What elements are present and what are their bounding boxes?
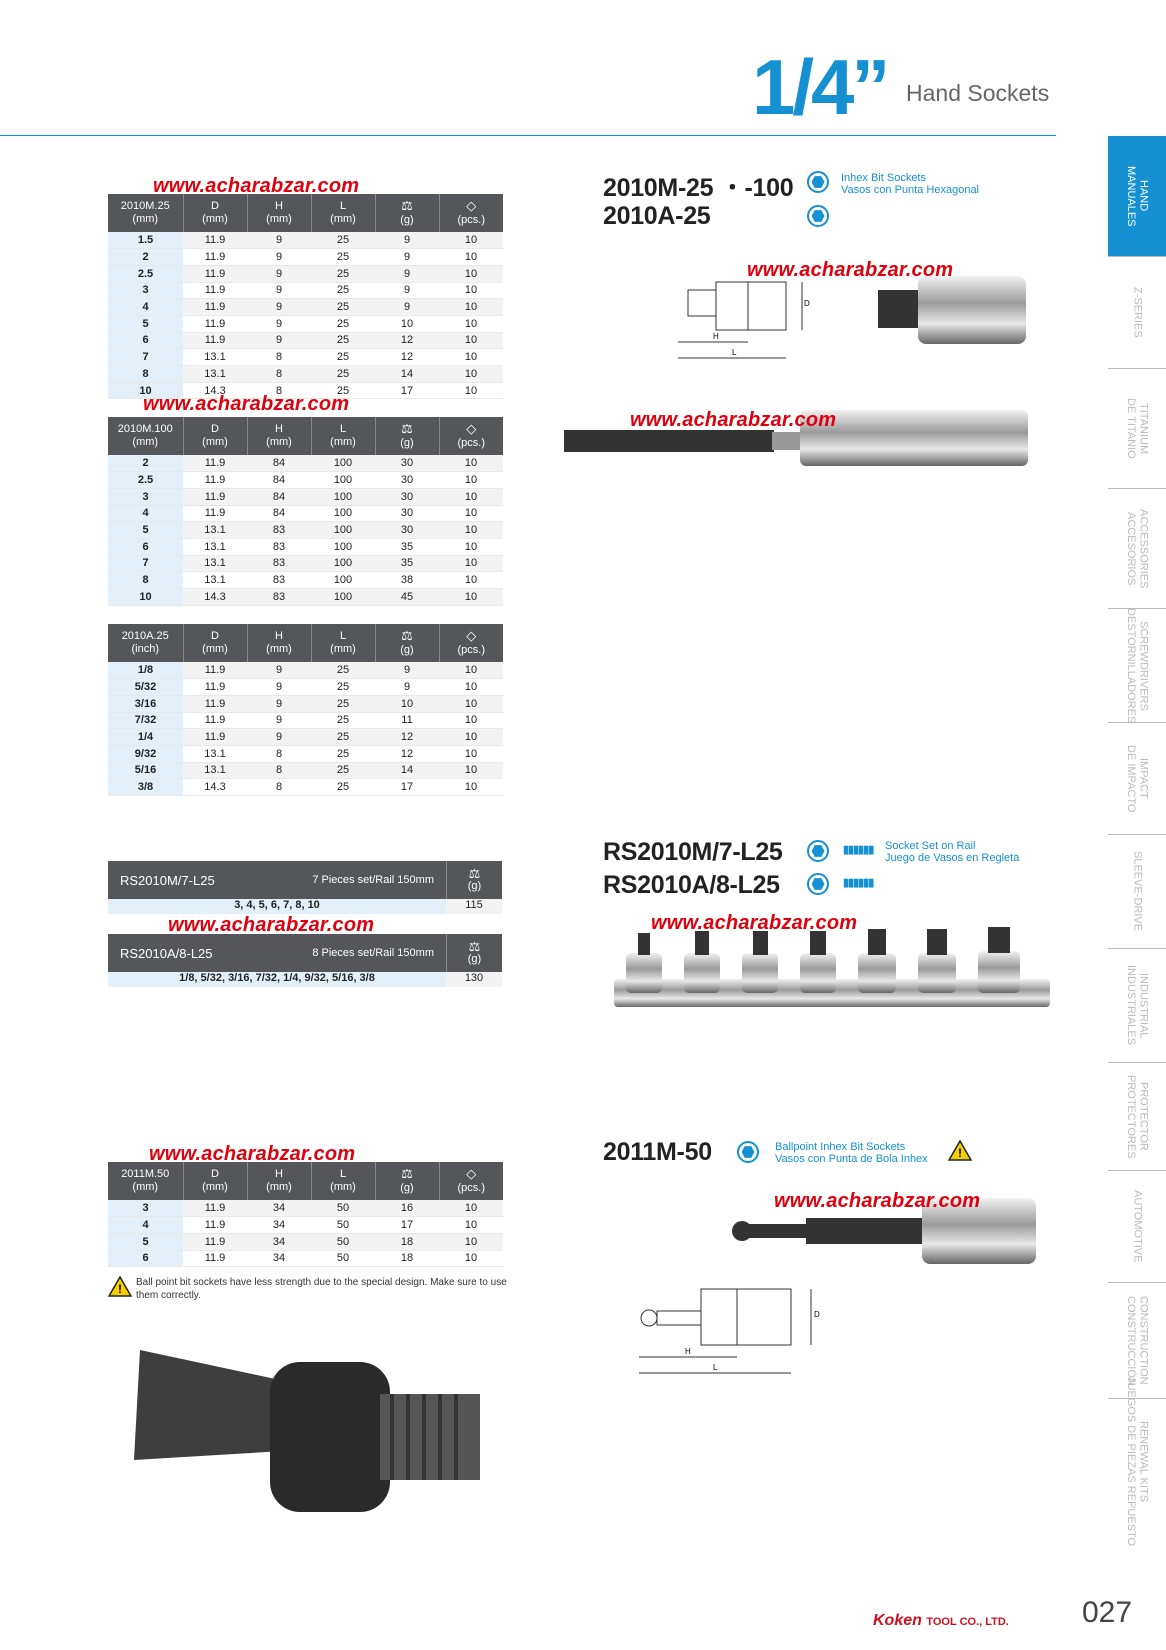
column-header: D (mm) [183, 194, 247, 232]
table-row: 5 13.1 83 100 30 10 [108, 522, 503, 539]
hex-icon [807, 171, 829, 193]
table-row: 2.5 11.9 84 100 30 10 [108, 472, 503, 489]
hex-icon [807, 840, 829, 862]
weight-header: ⚖ (g) [446, 861, 502, 899]
side-tab[interactable]: ACCESSORIES ACCESORIOS [1108, 488, 1166, 608]
brand-logo: Koken TOOL CO., LTD. [873, 1612, 1009, 1629]
column-header: 2011M.50 (mm) [108, 1162, 183, 1200]
spec-table-2011m50 [108, 1162, 503, 1267]
set-pieces: 7 Pieces set/Rail 150mm [312, 874, 434, 886]
set-sizes: 1/8, 5/32, 3/16, 7/32, 1/4, 9/32, 5/16, 3/8 [108, 972, 446, 987]
scale-icon: ⚖ [401, 421, 413, 436]
table-row: 4 11.9 84 100 30 10 [108, 505, 503, 522]
rail-icon: ▮▮▮▮▮▮ [843, 844, 874, 856]
header-rule [0, 135, 1056, 136]
table-row: 2 11.9 84 100 30 10 [108, 455, 503, 472]
hex-icon [807, 205, 829, 227]
column-header: ◇ (pcs.) [439, 1162, 503, 1200]
product-desc: Ballpoint Inhex Bit Sockets Vasos con Punta de Bola Inhex [775, 1141, 928, 1165]
socket-photo [876, 272, 1031, 352]
package-icon: ◇ [466, 1166, 477, 1181]
dim-label-d: D [804, 299, 810, 308]
scale-icon: ⚖ [468, 939, 481, 954]
warning-note: ! Ball point bit sockets have less strength due to the special design. Make sure to use them correctly. [108, 1276, 508, 1302]
ballpoint-in-screw-photo [130, 1340, 490, 1530]
table-row: 2.5 11.9 9 25 9 10 [108, 265, 503, 282]
product-title-rs2010a: RS2010A/8-L25 [603, 871, 780, 899]
watermark: www.acharabzar.com [630, 409, 837, 431]
table-row: 3/8 14.3 8 25 17 10 [108, 779, 503, 796]
table-row: 3 11.9 34 50 16 10 [108, 1200, 503, 1217]
table-row: 9/32 13.1 8 25 12 10 [108, 745, 503, 762]
product-title-2011m: 2011M-50 [603, 1138, 712, 1166]
column-header: 2010M.100 (mm) [108, 417, 183, 455]
table-row: 8 13.1 8 25 14 10 [108, 366, 503, 383]
spec-table-2010a25 [108, 624, 503, 796]
table-row: 10 14.3 8 25 17 10 [108, 382, 503, 399]
table-row: 7 13.1 83 100 35 10 [108, 555, 503, 572]
page-subtitle: Hand Sockets [906, 80, 1050, 106]
warning-icon [108, 1276, 132, 1297]
hex-icon [737, 1141, 759, 1163]
product-title-rs2010m: RS2010M/7-L25 [603, 838, 783, 866]
product-title-2010a: 2010A-25 [603, 202, 711, 230]
table-row: 1.5 11.9 9 25 9 10 [108, 232, 503, 249]
table-row: 6 11.9 9 25 12 10 [108, 332, 503, 349]
set-weight: 130 [446, 972, 502, 987]
table-row: 5/16 13.1 8 25 14 10 [108, 762, 503, 779]
scale-icon: ⚖ [401, 1166, 413, 1181]
side-tab[interactable]: SCREWDRIVERS DESTORNILLADORES [1108, 608, 1166, 722]
column-header: L (mm) [311, 417, 375, 455]
column-header: ⚖ (g) [375, 194, 439, 232]
column-header: L (mm) [311, 194, 375, 232]
table-row: 3 11.9 84 100 30 10 [108, 488, 503, 505]
set-table-rs2010m [108, 861, 502, 914]
table-row: 10 14.3 83 100 45 10 [108, 589, 503, 606]
column-header: D (mm) [183, 1162, 247, 1200]
column-header: 2010A.25 (inch) [108, 624, 183, 662]
svg-text:!: ! [118, 1282, 122, 1296]
page-number: 027 [1082, 1596, 1133, 1629]
column-header: ◇ (pcs.) [439, 624, 503, 662]
side-tab[interactable]: INDUSTRIAL INDUSTRIALES [1108, 948, 1166, 1062]
table-row: 1/8 11.9 9 25 9 10 [108, 662, 503, 679]
scale-icon: ⚖ [401, 198, 413, 213]
table-row: 1/4 11.9 9 25 12 10 [108, 729, 503, 746]
table-row: 4 11.9 34 50 17 10 [108, 1217, 503, 1234]
watermark: www.acharabzar.com [153, 175, 360, 197]
set-pieces: 8 Pieces set/Rail 150mm [312, 947, 434, 959]
dimension-drawing [668, 280, 818, 370]
spec-table-2010m100 [108, 417, 503, 606]
product-desc: Socket Set on Rail Juego de Vasos en Regleta [885, 840, 1020, 864]
table-row: 5 11.9 9 25 10 10 [108, 315, 503, 332]
side-tab[interactable]: SLEEVE-DRIVE [1108, 834, 1166, 948]
column-header: H (mm) [247, 1162, 311, 1200]
side-tab[interactable]: Z-SERIES [1108, 256, 1166, 368]
side-tab[interactable]: PROTECTOR PROTECTORES [1108, 1062, 1166, 1170]
column-header: L (mm) [311, 1162, 375, 1200]
package-icon: ◇ [466, 198, 477, 213]
dimension-drawing [625, 1285, 825, 1380]
table-row: 5 11.9 34 50 18 10 [108, 1233, 503, 1250]
set-weight: 115 [446, 899, 502, 914]
set-sizes: 3, 4, 5, 6, 7, 8, 10 [108, 899, 446, 914]
table-row: 4 11.9 9 25 9 10 [108, 299, 503, 316]
dim-label-h: H [713, 332, 719, 341]
rail-icon: ▮▮▮▮▮▮ [843, 877, 874, 889]
side-tab[interactable]: IMPACT DE IMPACTO [1108, 722, 1166, 834]
set-name: RS2010M/7-L25 [120, 872, 215, 888]
spec-table-2010m25 [108, 194, 503, 399]
table-row: 2 11.9 9 25 9 10 [108, 249, 503, 266]
set-name: RS2010A/8-L25 [120, 945, 213, 961]
dim-label-l: L [732, 348, 737, 357]
dim-label-l: L [713, 1363, 718, 1372]
dim-label-d: D [814, 1310, 820, 1319]
column-header: H (mm) [247, 417, 311, 455]
column-header: ◇ (pcs.) [439, 417, 503, 455]
watermark: www.acharabzar.com [651, 912, 858, 934]
warning-icon [948, 1140, 972, 1161]
table-row: 6 11.9 34 50 18 10 [108, 1250, 503, 1267]
table-row: 3 11.9 9 25 9 10 [108, 282, 503, 299]
dim-label-h: H [685, 1347, 691, 1356]
watermark: www.acharabzar.com [747, 259, 954, 281]
table-row: 8 13.1 83 100 38 10 [108, 572, 503, 589]
package-icon: ◇ [466, 421, 477, 436]
column-header: H (mm) [247, 624, 311, 662]
side-tab[interactable]: TITANIUM DE TITANIO [1108, 368, 1166, 488]
scale-icon: ⚖ [401, 628, 413, 643]
svg-text:!: ! [958, 1146, 962, 1160]
table-row: 5/32 11.9 9 25 9 10 [108, 679, 503, 696]
column-header: H (mm) [247, 194, 311, 232]
set-table-rs2010a [108, 934, 502, 987]
column-header: ⚖ (g) [375, 1162, 439, 1200]
table-row: 7 13.1 8 25 12 10 [108, 349, 503, 366]
watermark: www.acharabzar.com [168, 914, 375, 936]
page-title: 1/4” [752, 43, 888, 131]
side-tab[interactable]: CONSTRUCTION CONSTRUCCIÓN [1108, 1282, 1166, 1398]
table-row: 6 13.1 83 100 35 10 [108, 538, 503, 555]
table-row: 7/32 11.9 9 25 11 10 [108, 712, 503, 729]
weight-header: ⚖ (g) [446, 934, 502, 972]
product-desc: Inhex Bit Sockets Vasos con Punta Hexagonal [841, 172, 979, 196]
side-tab[interactable]: AUTOMOTIVE [1108, 1170, 1166, 1282]
column-header: 2010M.25 (mm) [108, 194, 183, 232]
side-tab[interactable]: RENEWAL KITS JUEGOS DE PIEZAS REPUESTO [1108, 1398, 1166, 1525]
watermark: www.acharabzar.com [774, 1190, 981, 1212]
hex-icon [807, 873, 829, 895]
column-header: ◇ (pcs.) [439, 194, 503, 232]
column-header: ⚖ (g) [375, 624, 439, 662]
product-title-2010m: 2010M-25 ・-100 [603, 174, 794, 202]
watermark: www.acharabzar.com [149, 1143, 356, 1165]
table-row: 3/16 11.9 9 25 10 10 [108, 695, 503, 712]
side-tab[interactable]: HAND MANUALES [1108, 136, 1166, 256]
scale-icon: ⚖ [468, 866, 481, 881]
column-header: D (mm) [183, 417, 247, 455]
column-header: ⚖ (g) [375, 417, 439, 455]
watermark: www.acharabzar.com [143, 393, 350, 415]
column-header: D (mm) [183, 624, 247, 662]
rail-set-photo [612, 925, 1052, 1025]
column-header: L (mm) [311, 624, 375, 662]
package-icon: ◇ [466, 628, 477, 643]
